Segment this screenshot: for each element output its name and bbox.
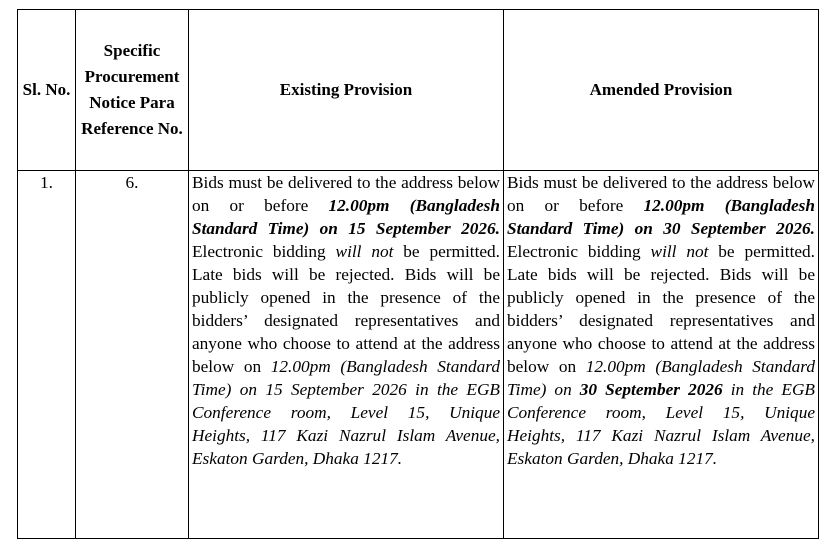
amended-opening-time: 12.00pm (Bangladesh Standard Time) on [507,357,815,399]
cell-reference-no: 6. [76,171,189,539]
header-reference-no: Specific Procurement Notice Para Reference No. [76,10,189,171]
amended-text-3: be permitted. Late bids will be rejected. Bids will be publicly opened in the presence of the bidders’ designated representatives and anyone who choose to attend at the address below on [507,242,815,376]
amended-text-2: Electronic bidding [507,242,651,261]
cell-amended-provision [504,171,819,539]
amended-will-not: will not [650,242,709,261]
amended-deadline: 12.00pm (Bangladesh Standard Time) on 30 September 2026. [507,196,815,238]
existing-text-2: Electronic bidding [192,242,336,261]
table-row [18,171,819,539]
existing-will-not: will not [335,242,394,261]
existing-opening-details: 12.00pm (Bangladesh Standard Time) on 15 September 2026 in the EGB Conference room, Level 15, Unique Heights, 117 Kazi Nazrul Islam Avenue, Eskaton Garden, Dhaka 1217. [192,357,500,468]
existing-text-3: be permitted. Late bids will be rejected. Bids will be publicly opened in the presence of the bidders’ designated representatives and anyone who choose to attend at the address below on [192,242,500,376]
header-existing-provision: Existing Provision [189,10,504,171]
header-amended-provision: Amended Provision [504,10,819,171]
header-sl-no: Sl. No. [18,10,76,171]
amendment-table [17,9,819,539]
existing-text-1: Bids must be delivered to the address below on or before [192,173,500,215]
amended-opening-location: in the EGB Conference room, Level 15, Unique Heights, 117 Kazi Nazrul Islam Avenue, Eskaton Garden, Dhaka 1217. [507,380,815,468]
existing-deadline: 12.00pm (Bangladesh Standard Time) on 15 September 2026. [192,196,500,238]
cell-sl-no: 1. [18,171,76,539]
amended-opening-date: 30 September 2026 [579,380,723,399]
cell-existing-provision [189,171,504,539]
header-row [18,10,819,171]
amended-text-1: Bids must be delivered to the address below on or before [507,173,815,215]
